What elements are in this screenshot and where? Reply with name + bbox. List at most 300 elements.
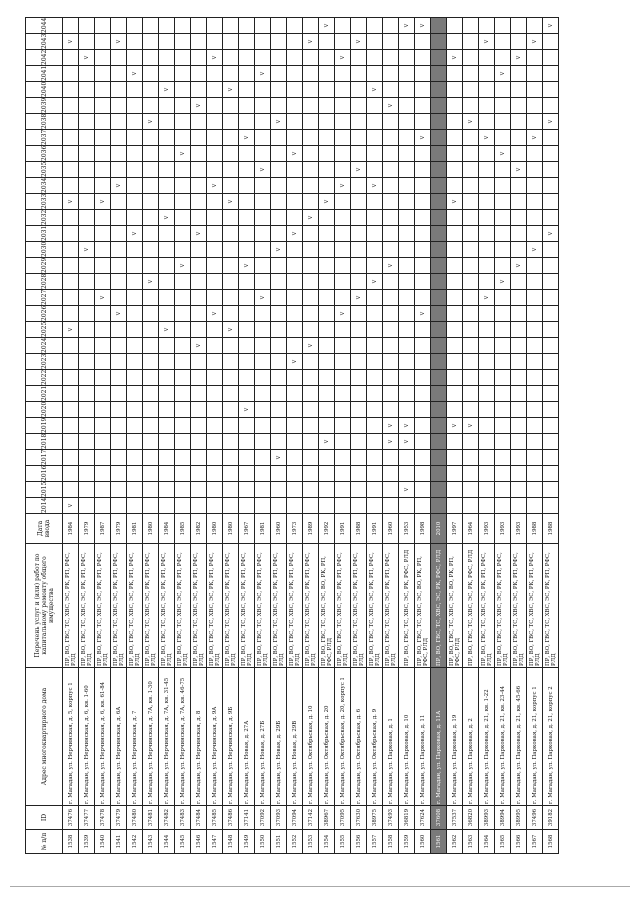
cell-num: 1551 (271, 830, 287, 854)
cell-year-mark (367, 466, 383, 482)
cell-date: 1991 (335, 514, 351, 544)
cell-year-mark (175, 338, 191, 354)
cell-year-mark (239, 354, 255, 370)
cell-year-mark (95, 146, 111, 162)
cell-year-mark: v (383, 258, 399, 274)
cell-year-mark (79, 450, 95, 466)
cell-year-mark (127, 498, 143, 514)
cell-year-mark (511, 498, 527, 514)
table-row (303, 18, 319, 854)
cell-year-mark (415, 194, 431, 210)
cell-year-mark (335, 18, 351, 34)
cell-address: г. Магадан, ул. Парковая, д. 19 (447, 668, 463, 806)
cell-year-mark (431, 226, 447, 242)
cell-year-mark (479, 50, 495, 66)
cell-year-mark (95, 306, 111, 322)
cell-year-mark (287, 434, 303, 450)
cell-year-mark (399, 66, 415, 82)
cell-year-mark (111, 354, 127, 370)
cell-year-mark (175, 450, 191, 466)
cell-year-mark (111, 418, 127, 434)
cell-year-mark (431, 162, 447, 178)
cell-year-mark (255, 82, 271, 98)
cell-year-mark (415, 242, 431, 258)
cell-year-mark (383, 210, 399, 226)
table-row (191, 18, 207, 854)
header-year: 2044 (26, 18, 63, 34)
cell-year-mark (207, 322, 223, 338)
cell-year-mark (287, 34, 303, 50)
cell-year-mark (239, 242, 255, 258)
cell-year-mark (319, 258, 335, 274)
table-row (511, 18, 527, 854)
cell-year-mark (351, 434, 367, 450)
cell-year-mark (383, 338, 399, 354)
cell-year-mark (399, 338, 415, 354)
cell-year-mark (367, 370, 383, 386)
cell-year-mark (351, 258, 367, 274)
cell-year-mark (527, 354, 543, 370)
cell-year-mark (367, 162, 383, 178)
cell-date: 1997 (447, 514, 463, 544)
cell-year-mark (479, 146, 495, 162)
cell-year-mark (287, 466, 303, 482)
cell-num: 1544 (159, 830, 175, 854)
cell-year-mark (271, 306, 287, 322)
cell-year-mark (319, 322, 335, 338)
cell-year-mark (335, 130, 351, 146)
cell-address: г. Магадан, ул. Новая, д. 27А (239, 668, 255, 806)
cell-id: 37092 (255, 806, 271, 830)
cell-year-mark (255, 274, 271, 290)
cell-year-mark (383, 18, 399, 34)
cell-year-mark (159, 466, 175, 482)
cell-year-mark (79, 178, 95, 194)
cell-year-mark: v (335, 178, 351, 194)
cell-year-mark (95, 466, 111, 482)
cell-year-mark (79, 338, 95, 354)
cell-year-mark (463, 306, 479, 322)
cell-year-mark (463, 386, 479, 402)
cell-year-mark (271, 226, 287, 242)
cell-year-mark (351, 370, 367, 386)
header-year: 2025 (26, 322, 63, 338)
cell-year-mark (415, 322, 431, 338)
cell-year-mark (191, 242, 207, 258)
cell-year-mark (383, 354, 399, 370)
cell-year-mark: v (127, 226, 143, 242)
cell-year-mark (79, 130, 95, 146)
cell-year-mark: v (415, 18, 431, 34)
cell-year-mark (447, 130, 463, 146)
cell-id: 37630 (351, 806, 367, 830)
cell-year-mark (431, 82, 447, 98)
cell-year-mark (447, 466, 463, 482)
table-row (127, 18, 143, 854)
cell-year-mark (95, 114, 111, 130)
cell-year-mark (95, 226, 111, 242)
cell-year-mark (431, 498, 447, 514)
cell-year-mark (447, 354, 463, 370)
cell-year-mark (351, 354, 367, 370)
cell-year-mark (207, 370, 223, 386)
cell-year-mark (543, 402, 559, 418)
cell-services: ПР, ВО, ГВС, ТС, ХВС, ЭС, РК, РП, РФС, РЛД (527, 544, 543, 668)
cell-year-mark (367, 322, 383, 338)
cell-num: 1549 (239, 830, 255, 854)
cell-year-mark (351, 98, 367, 114)
cell-year-mark (351, 114, 367, 130)
cell-year-mark (367, 130, 383, 146)
cell-year-mark (95, 98, 111, 114)
cell-year-mark (415, 354, 431, 370)
cell-year-mark (495, 162, 511, 178)
cell-year-mark (191, 450, 207, 466)
cell-year-mark (383, 274, 399, 290)
cell-year-mark (207, 114, 223, 130)
cell-num: 1547 (207, 830, 223, 854)
cell-year-mark (367, 482, 383, 498)
cell-year-mark (95, 50, 111, 66)
cell-year-mark (447, 498, 463, 514)
cell-year-mark (207, 386, 223, 402)
table-row (447, 18, 463, 854)
cell-year-mark (431, 98, 447, 114)
cell-year-mark (335, 338, 351, 354)
cell-year-mark: v (175, 146, 191, 162)
cell-year-mark (447, 258, 463, 274)
cell-year-mark (431, 402, 447, 418)
cell-date: 1964 (463, 514, 479, 544)
header-year: 2019 (26, 418, 63, 434)
cell-year-mark (303, 242, 319, 258)
cell-id: 37624 (415, 806, 431, 830)
cell-year-mark (127, 18, 143, 34)
cell-year-mark (367, 306, 383, 322)
cell-num: 1546 (191, 830, 207, 854)
cell-year-mark (79, 82, 95, 98)
cell-year-mark (383, 162, 399, 178)
cell-year-mark (543, 338, 559, 354)
cell-year-mark (495, 34, 511, 50)
cell-services: ПР, ВО, ГВС, ТС, ХВС, ЭС, РК, РП, РФС, РЛД (367, 544, 383, 668)
cell-year-mark: v (319, 18, 335, 34)
cell-address: г. Магадан, ул. Парковая, д. 21, кв. 23-44 (495, 668, 511, 806)
cell-year-mark (319, 290, 335, 306)
cell-year-mark (271, 434, 287, 450)
cell-year-mark (95, 450, 111, 466)
cell-year-mark (271, 402, 287, 418)
cell-year-mark (271, 162, 287, 178)
cell-year-mark (303, 114, 319, 130)
cell-year-mark (79, 482, 95, 498)
cell-year-mark: v (543, 18, 559, 34)
cell-num: 1558 (383, 830, 399, 854)
cell-year-mark (63, 146, 79, 162)
cell-year-mark (383, 450, 399, 466)
cell-year-mark (319, 98, 335, 114)
cell-year-mark (367, 290, 383, 306)
cell-year-mark (415, 482, 431, 498)
cell-services: ПР, ВО, ГВС, ТС, ХВС, ЭС, РК, РП, РФС, РЛД (479, 544, 495, 668)
cell-year-mark (511, 66, 527, 82)
cell-year-mark (335, 210, 351, 226)
cell-year-mark (159, 434, 175, 450)
cell-year-mark (63, 210, 79, 226)
table-row (271, 18, 287, 854)
cell-year-mark (79, 386, 95, 402)
cell-year-mark (415, 498, 431, 514)
cell-year-mark (527, 162, 543, 178)
cell-year-mark (527, 338, 543, 354)
cell-year-mark (335, 450, 351, 466)
cell-year-mark (79, 274, 95, 290)
cell-year-mark (79, 98, 95, 114)
cell-year-mark (95, 482, 111, 498)
cell-year-mark (79, 306, 95, 322)
cell-year-mark (95, 34, 111, 50)
cell-year-mark (287, 178, 303, 194)
cell-year-mark (351, 82, 367, 98)
cell-year-mark (527, 194, 543, 210)
table-row (351, 18, 367, 854)
cell-year-mark (271, 66, 287, 82)
cell-year-mark: v (495, 66, 511, 82)
cell-year-mark (287, 450, 303, 466)
cell-year-mark (159, 178, 175, 194)
cell-services: ПР, ВО, ГВС, ТС, ХВС, ЭС, ВО, РК, РП, РФС, РЛД (447, 544, 463, 668)
cell-year-mark (111, 194, 127, 210)
cell-year-mark (287, 482, 303, 498)
cell-year-mark (367, 402, 383, 418)
cell-year-mark (239, 82, 255, 98)
cell-year-mark (175, 50, 191, 66)
cell-year-mark: v (95, 290, 111, 306)
cell-year-mark (447, 18, 463, 34)
cell-year-mark (159, 98, 175, 114)
cell-year-mark (79, 466, 95, 482)
cell-year-mark (303, 354, 319, 370)
header-year: 2037 (26, 130, 63, 146)
cell-year-mark (303, 130, 319, 146)
cell-year-mark (511, 434, 527, 450)
cell-year-mark (303, 370, 319, 386)
cell-year-mark (527, 18, 543, 34)
cell-date: 1988 (351, 514, 367, 544)
cell-year-mark (431, 418, 447, 434)
cell-num: 1557 (367, 830, 383, 854)
cell-year-mark (95, 370, 111, 386)
cell-year-mark (511, 146, 527, 162)
table-row (79, 18, 95, 854)
cell-year-mark (415, 370, 431, 386)
cell-year-mark (271, 258, 287, 274)
cell-year-mark (175, 130, 191, 146)
cell-year-mark (383, 498, 399, 514)
cell-year-mark (255, 434, 271, 450)
cell-year-mark (63, 354, 79, 370)
cell-year-mark (175, 18, 191, 34)
cell-year-mark (287, 274, 303, 290)
cell-services: ПР, ВО, ГВС, ТС, ХВС, ЭС, ВО, РК, РП, РФС, РЛД (319, 544, 335, 668)
cell-year-mark (255, 386, 271, 402)
header-year: 2020 (26, 402, 63, 418)
table-row (239, 18, 255, 854)
cell-year-mark (191, 482, 207, 498)
cell-year-mark (223, 162, 239, 178)
cell-year-mark: v (143, 114, 159, 130)
cell-year-mark (239, 498, 255, 514)
table-row (527, 18, 543, 854)
cell-address: г. Магадан, ул. Октябрьская, д. 6 (351, 668, 367, 806)
cell-year-mark (255, 322, 271, 338)
cell-year-mark (431, 130, 447, 146)
header-year: 2040 (26, 82, 63, 98)
cell-year-mark (207, 402, 223, 418)
cell-year-mark (431, 258, 447, 274)
table-row (143, 18, 159, 854)
header-year: 2024 (26, 338, 63, 354)
cell-year-mark (79, 226, 95, 242)
cell-year-mark (271, 482, 287, 498)
cell-year-mark (287, 306, 303, 322)
cell-year-mark (415, 450, 431, 466)
cell-year-mark (543, 498, 559, 514)
cell-year-mark (319, 162, 335, 178)
cell-year-mark (351, 226, 367, 242)
cell-services: ПР, ВО, ГВС, ТС, ХВС, ЭС, РК, РФС, РЛД (463, 544, 479, 668)
cell-date: 1980 (223, 514, 239, 544)
cell-year-mark (495, 194, 511, 210)
cell-year-mark (127, 338, 143, 354)
cell-year-mark (111, 114, 127, 130)
cell-year-mark (159, 162, 175, 178)
cell-year-mark (351, 466, 367, 482)
cell-year-mark (127, 290, 143, 306)
cell-year-mark (495, 18, 511, 34)
cell-year-mark (399, 50, 415, 66)
cell-year-mark (511, 82, 527, 98)
cell-services: ПР, ВО, ГВС, ТС, ХВС, ЭС, РК, РП, РФС, РЛД (79, 544, 95, 668)
cell-services: ПР, ВО, ГВС, ТС, ХВС, ЭС, РК, РП, РФС, РЛД (223, 544, 239, 668)
cell-year-mark (159, 418, 175, 434)
cell-year-mark (351, 242, 367, 258)
header-year: 2018 (26, 434, 63, 450)
cell-year-mark (159, 258, 175, 274)
cell-year-mark (239, 98, 255, 114)
cell-year-mark (79, 162, 95, 178)
cell-date: 1984 (63, 514, 79, 544)
cell-year-mark (543, 274, 559, 290)
cell-date: 1984 (159, 514, 175, 544)
cell-id: 37485 (207, 806, 223, 830)
cell-year-mark (95, 178, 111, 194)
table-row (111, 18, 127, 854)
table-row (495, 18, 511, 854)
cell-year-mark (239, 274, 255, 290)
cell-address: г. Магадан, ул. Парковая, д. 1 (383, 668, 399, 806)
cell-year-mark (303, 290, 319, 306)
cell-year-mark (63, 82, 79, 98)
cell-address: г. Магадан, ул. Нерчинская, д. 7 (127, 668, 143, 806)
cell-year-mark (159, 290, 175, 306)
cell-address: г. Магадан, ул. Нерчинская, д. 6, кв. 1-60 (79, 668, 95, 806)
cell-year-mark (447, 114, 463, 130)
cell-year-mark (239, 114, 255, 130)
cell-year-mark: v (447, 194, 463, 210)
cell-year-mark (239, 466, 255, 482)
cell-id: 37479 (111, 806, 127, 830)
cell-year-mark: v (367, 178, 383, 194)
cell-year-mark (191, 162, 207, 178)
cell-year-mark (511, 370, 527, 386)
cell-year-mark (255, 146, 271, 162)
cell-year-mark (143, 306, 159, 322)
cell-year-mark (319, 482, 335, 498)
cell-year-mark (271, 34, 287, 50)
cell-year-mark (79, 402, 95, 418)
cell-year-mark (79, 434, 95, 450)
cell-year-mark (207, 130, 223, 146)
cell-year-mark (447, 306, 463, 322)
cell-year-mark (143, 338, 159, 354)
cell-date: 1981 (127, 514, 143, 544)
cell-year-mark (511, 450, 527, 466)
cell-year-mark (143, 50, 159, 66)
cell-year-mark (527, 450, 543, 466)
cell-year-mark (351, 450, 367, 466)
cell-year-mark (543, 322, 559, 338)
cell-year-mark (111, 210, 127, 226)
cell-year-mark (239, 34, 255, 50)
cell-year-mark (383, 482, 399, 498)
cell-year-mark (191, 322, 207, 338)
cell-year-mark (63, 162, 79, 178)
cell-year-mark (447, 82, 463, 98)
cell-year-mark (527, 306, 543, 322)
cell-year-mark (319, 306, 335, 322)
cell-year-mark (207, 290, 223, 306)
table-row (255, 18, 271, 854)
cell-year-mark (191, 34, 207, 50)
cell-year-mark (463, 82, 479, 98)
cell-year-mark (415, 178, 431, 194)
cell-year-mark (479, 418, 495, 434)
cell-year-mark (463, 274, 479, 290)
cell-year-mark (287, 402, 303, 418)
cell-year-mark (511, 386, 527, 402)
cell-year-mark (335, 402, 351, 418)
cell-year-mark (383, 242, 399, 258)
cell-year-mark (127, 34, 143, 50)
cell-year-mark (447, 178, 463, 194)
cell-address: г. Магадан, ул. Октябрьская, д. 20 (319, 668, 335, 806)
table-row (175, 18, 191, 854)
cell-year-mark (479, 98, 495, 114)
cell-year-mark (127, 466, 143, 482)
cell-year-mark (127, 242, 143, 258)
cell-num: 1564 (479, 830, 495, 854)
cell-year-mark (303, 50, 319, 66)
cell-year-mark (175, 274, 191, 290)
cell-year-mark (239, 370, 255, 386)
cell-year-mark (447, 450, 463, 466)
cell-year-mark (287, 18, 303, 34)
cell-year-mark (399, 258, 415, 274)
cell-year-mark: v (319, 194, 335, 210)
cell-year-mark (143, 130, 159, 146)
cell-year-mark (383, 146, 399, 162)
